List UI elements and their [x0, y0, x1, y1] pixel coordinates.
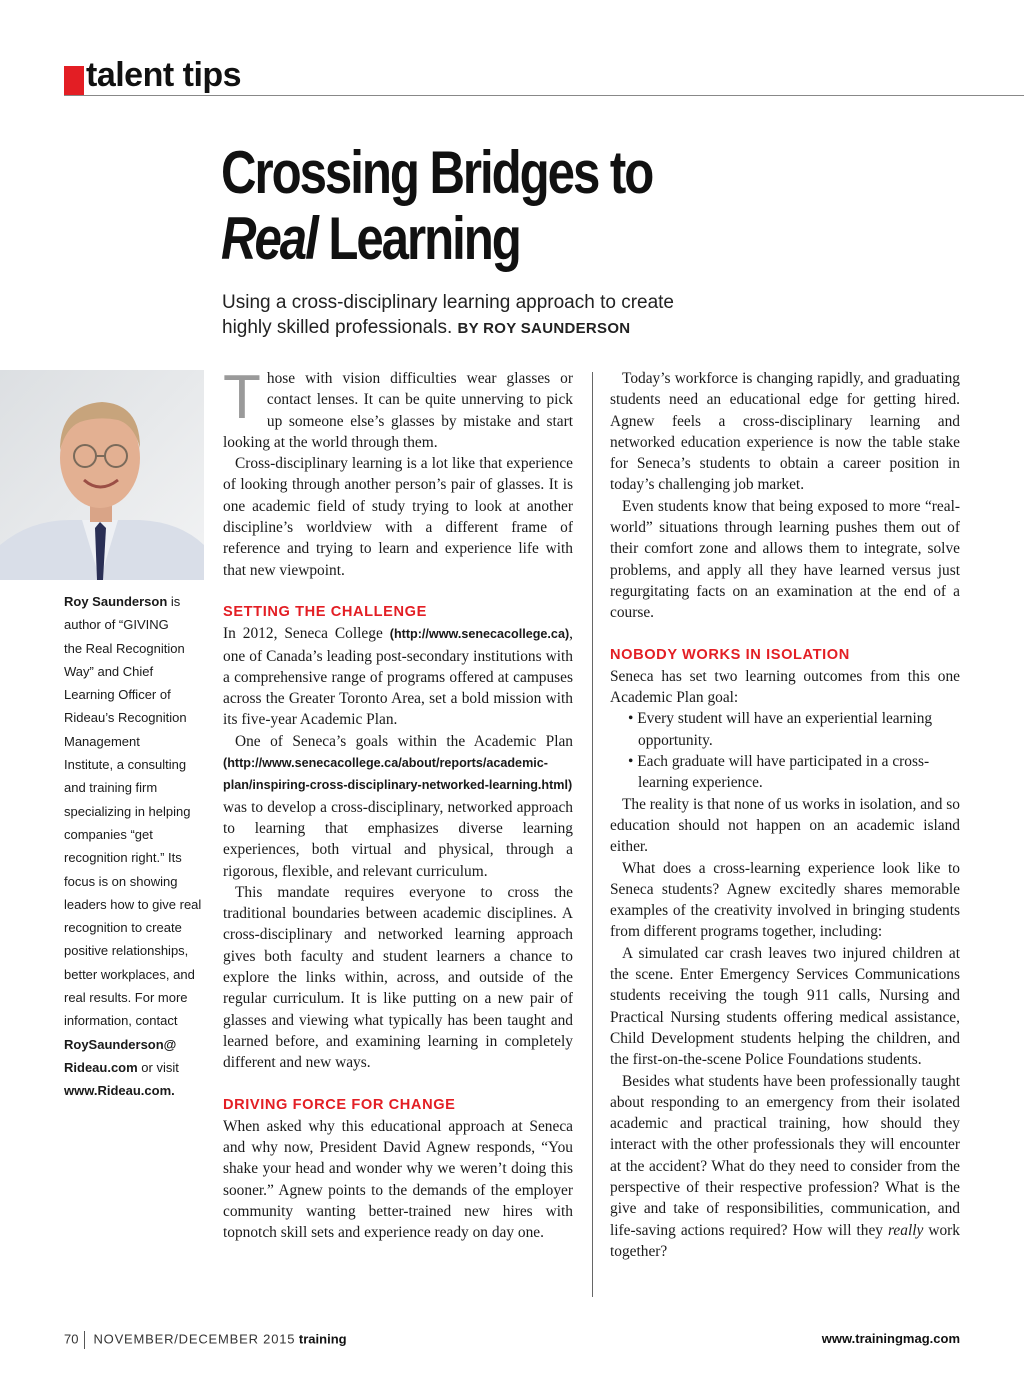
seneca-url-link[interactable]: (http://www.senecacollege.ca) [389, 627, 570, 642]
bio-line: Management [64, 733, 140, 749]
issue-date: NOVEMBER/DECEMBER 2015 [93, 1331, 296, 1347]
headline [221, 140, 652, 272]
bio-email[interactable]: RoySaunderson@ [64, 1036, 177, 1052]
paragraph: Cross-disciplinary learning is a lot like that experience of looking through another person’s pair of glasses. It is one academic field of study trying to look at another discipline’s worldview with a different frame of reference and trying to learn and experience life with that new viewpoint. [223, 455, 573, 579]
paragraph-text: Besides what students have been professionally taught about responding to an emergency from their isolated academic and practical training, how should they interact with the other professionals they will encounter at the accident? What do they need to consider from the perspective of their respective profession? What is the give and take of responsibilities, communication, and life-saving actions required? How will they [610, 1072, 960, 1239]
page-folio [64, 1331, 347, 1349]
footer-website-link[interactable]: www.trainingmag.com [821, 1331, 960, 1346]
bio-email-domain[interactable]: Rideau.com [64, 1059, 138, 1075]
subhead-setting-the-challenge: SETTING THE CHALLENGE [223, 603, 427, 620]
folio-divider [84, 1331, 85, 1349]
bio-line: author of “GIVING [64, 617, 169, 633]
bio-line: the Real Recognition [64, 640, 185, 656]
bio-visit-text: or visit [137, 1059, 179, 1075]
article-column-2 [610, 368, 960, 1262]
page-number: 70 [64, 1331, 79, 1347]
magazine-name: training [298, 1331, 347, 1347]
article-column-1 [223, 363, 573, 1244]
paragraph: Even students know that being exposed to more “real-world” situations through learning pushes them out of their comfort zone and allows them to integrate, solve problems, and apply all they have learned versus just regurgitating facts on an examination at the end of a course. [610, 497, 960, 622]
bio-line [64, 1079, 214, 1102]
bio-line: and training firm [64, 780, 158, 796]
paragraph [610, 1071, 960, 1263]
paragraph: Seneca has set two learning outcomes from this one Academic Plan goal: [610, 667, 960, 707]
bio-line [64, 1056, 214, 1079]
bio-line: better workplaces, and [64, 966, 195, 982]
subhead-driving-force: DRIVING FORCE FOR CHANGE [223, 1096, 456, 1113]
bio-line: recognition right.” Its [64, 850, 182, 866]
subhead-nobody-works-in-isolation: NOBODY WORKS IN ISOLATION [610, 646, 850, 663]
paragraph-intro-text: hose with vision difficulties wear glasses or contact lenses. It can be quite unnerving to pick up someone else’s glasses by mistake and start looking at the world through them. [223, 370, 573, 451]
dek-line-2-text: highly skilled professionals. [222, 317, 453, 338]
paragraph: When asked why this educational approach at Seneca and why now, President David Agnew responds, “You shake your head and wonder why we weren’t doing this sooner.” Agnew points to the demands of the employer community wanting better-trained new hires with topnotch skill sets and experience ready on day one. [223, 1117, 573, 1242]
paragraph: Today’s workforce is changing rapidly, and graduating students need an educational edge for getting hired. Agnew feels a cross-disciplinary learning and networked education experience is now the table stake for Seneca’s students to obtain a career position in today’s challenging job market. [610, 370, 960, 494]
bio-line: leaders how to give real [64, 896, 202, 912]
bio-line: positive relationships, [64, 943, 189, 959]
bio-line [64, 1033, 214, 1056]
headline-line-2 [221, 206, 652, 272]
paragraph-text: In 2012, Seneca College [223, 625, 390, 643]
bio-website-link[interactable]: www.Rideau.com. [64, 1083, 175, 1099]
dek [222, 290, 674, 341]
bio-line: Way” and Chief [64, 663, 154, 679]
author-portrait-illustration [0, 370, 204, 580]
headline-italic-word: Real [221, 205, 317, 272]
paragraph: This mandate requires everyone to cross the traditional boundaries between academic disciplines. A cross-disciplinary and networked learning approach gives both faculty and student learners a chance to explore the links within, across, and outside of the regular curriculum. It is like putting on a new pair of glasses and viewing what typically has been taught and learned before, and examining learning in completely different and new ways. [223, 883, 573, 1072]
headline-rest: Learning [328, 205, 520, 272]
section-tag-block [64, 66, 84, 96]
bullet-item: • Each graduate will have participated in a cross-learning experience. [628, 753, 930, 792]
paragraph-intro [223, 363, 573, 453]
paragraph-text: was to develop a cross-disciplinary, networked approach to learning that emphasizes diverse learning experiences, both virtual and physical, through a rigorous, flexible, and relevant curriculum. [223, 798, 573, 880]
bio-line: Institute, a consulting [64, 757, 187, 773]
dek-line-2 [222, 315, 674, 341]
paragraph: What does a cross-learning experience look like to Seneca students? Agnew excitedly shares memorable examples of the creativity involved in bringing students from different programs together, including: [610, 859, 960, 941]
column-divider [592, 372, 593, 1297]
paragraph-text: , one of Canada’s leading post-secondary institutions with a comprehensive range of programs offered at campuses across the Greater Toronto Area, set a bold mission with its five-year Academic Plan. [223, 625, 573, 729]
bio-line: Learning Officer of [64, 687, 171, 703]
section-tag-text: talent tips [86, 56, 242, 94]
paragraph [223, 731, 573, 882]
bio-line: information, contact [64, 1013, 178, 1029]
author-bio [64, 590, 214, 1103]
section-rule [64, 95, 1024, 96]
emphasis-really: really [888, 1221, 924, 1239]
paragraph-text: One of Seneca’s goals within the Academic Plan [235, 732, 573, 750]
bullet-list [624, 708, 960, 793]
paragraph: The reality is that none of us works in isolation, and so education should not happen on an academic island either. [610, 795, 960, 856]
paragraph-text: work together? [610, 1221, 960, 1260]
byline: BY ROY SAUNDERSON [457, 320, 631, 337]
bio-name: Roy Saunderson [64, 594, 168, 609]
bullet-item: • Every student will have an experiential learning opportunity. [628, 710, 933, 749]
dek-line-1: Using a cross-disciplinary learning approach to create [222, 292, 675, 313]
headline-line-1: Crossing Bridges to [221, 139, 653, 206]
academic-plan-url-link[interactable]: (http://www.senecacollege.ca/about/reports/academic-plan/inspiring-cross-disciplinary-networked-learning.html) [223, 756, 573, 793]
bio-line: focus is on showing [64, 873, 178, 889]
bio-line: Rideau’s Recognition [64, 710, 187, 726]
author-photo [0, 370, 204, 580]
bio-line: real results. For more [64, 990, 188, 1006]
drop-cap: T [223, 363, 261, 432]
paragraph [223, 623, 573, 730]
bio-line: companies “get [64, 826, 153, 842]
bio-line: recognition to create [64, 920, 182, 936]
bio-line: Roy Saunderson is [64, 594, 181, 609]
bio-line: specializing in helping [64, 803, 191, 819]
paragraph: A simulated car crash leaves two injured children at the scene. Enter Emergency Services Communications students receiving the tough 911 calls, Nursing and Practical Nursing students offering medical assistance, Child Development students helping the children, and the first-on-the-scene Police Foundations students. [610, 944, 960, 1069]
